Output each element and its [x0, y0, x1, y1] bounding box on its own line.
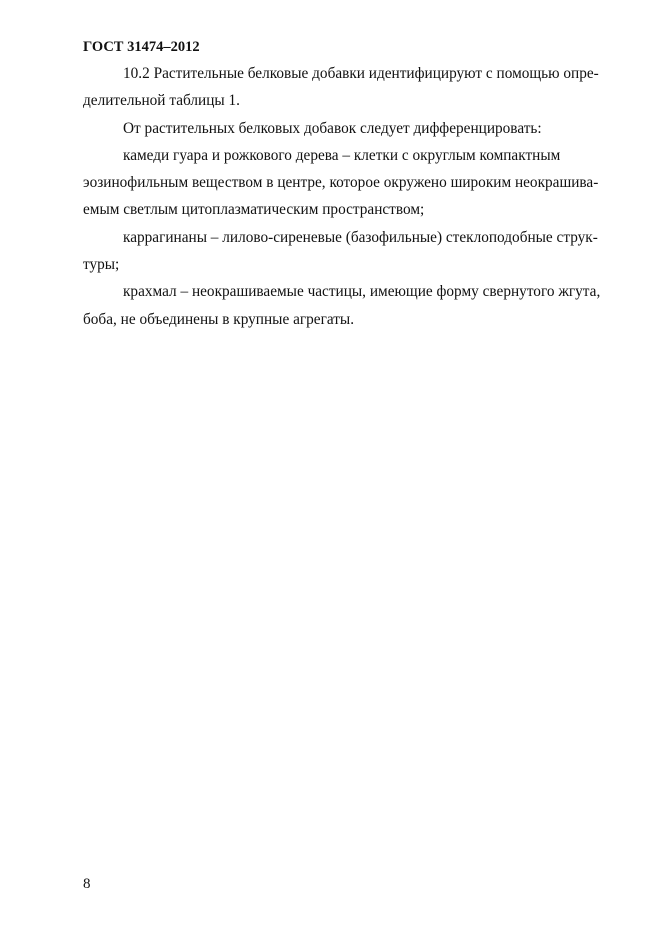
- document-header: ГОСТ 31474–2012: [83, 39, 200, 55]
- paragraph-line: 10.2 Растительные белковые добавки идентифицируют с помощью опре-: [123, 65, 599, 82]
- paragraph-line: туры;: [83, 256, 120, 274]
- paragraph-line: боба, не объединены в крупные агрегаты.: [83, 310, 355, 328]
- paragraph-line: крахмал – неокрашиваемые частицы, имеющие форму свернутого жгута,: [123, 283, 601, 301]
- paragraph-line: каррагинаны – лилово-сиреневые (базофильные) стеклоподобные струк-: [123, 228, 598, 246]
- paragraph-line: эозинофильным веществом в центре, которое окружено широким неокрашива-: [83, 174, 599, 192]
- paragraph-line: емым светлым цитоплазматическим пространством;: [83, 201, 425, 219]
- paragraph-line: От растительных белковых добавок следует дифференцировать:: [123, 119, 542, 137]
- document-body: [83, 65, 643, 338]
- paragraph-line: камеди гуара и рожкового дерева – клетки с округлым компактным: [123, 146, 561, 164]
- paragraph-line: делительной таблицы 1.: [83, 92, 240, 110]
- page-number: 8: [83, 876, 91, 892]
